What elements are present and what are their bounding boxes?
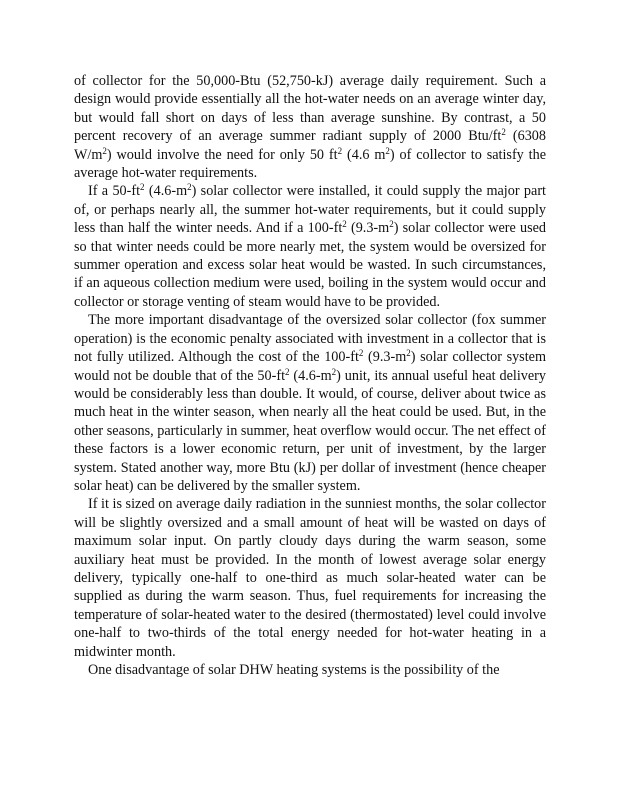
paragraph [74, 495, 546, 661]
text-run: ) would involve the need for only 50 ft [106, 146, 338, 163]
text-run: (4.6 m [342, 146, 386, 163]
text-run: (6308 W/m [74, 128, 546, 163]
superscript: 2 [501, 127, 506, 138]
text-run: ) unit, its annual useful heat delivery would be considerably less than double. It would, of course, deliver about twice as much heat in the winter season, when nearly all the heat could be used. But, in the other seasons, particularly in summer, heat overflow would occur. The net effect of these factors is a lower economic return, per unit of investment, by the larger system. Stated another way, more Btu (kJ) per dollar of investment (hence cheaper solar heat) can be delivered by the smaller system. [74, 367, 546, 494]
superscript: 2 [385, 145, 390, 156]
text-run: ) solar collector were used so that winter needs could be more nearly met, the system would be oversized for summer operation and excess solar heat would be wasted. In such circumstances, if an aqueous collection medium were used, boiling in the system would occur and collector or storage venting of steam would have to be provided. [74, 220, 546, 310]
text-run: If it is sized on average daily radiation in the sunniest months, the solar collector will be slightly oversized and a small amount of heat will be wasted on days of maximum solar input. On partly cloudy days during the warm season, some auxiliary heat must be provided. In the month of lowest average solar energy delivery, typically one-half to one-third as much solar-heated water can be supplied as during the warm season. Thus, fuel requirements for increasing the temperature of solar-heated water to the desired (thermostated) level could involve one-half to two-thirds of the total energy needed for hot-water heating in a midwinter month. [74, 496, 546, 660]
text-run: ) of collector to satisfy the average hot-water requirements. [74, 146, 547, 182]
text-run: ) solar collector system would not be double that of the 50-ft [74, 349, 546, 384]
paragraph [74, 661, 546, 679]
document-body [74, 72, 546, 679]
text-run: ) solar collector were installed, it could supply the major part of, or perhaps nearly all, the summer hot-water requirements, but it could supply less than half the winter needs. And if a 100-ft [74, 183, 546, 237]
superscript: 2 [187, 182, 192, 193]
superscript: 2 [342, 219, 347, 230]
superscript: 2 [102, 145, 107, 156]
paragraph [74, 182, 546, 311]
text-run: If a 50-ft [88, 183, 141, 200]
text-run: The more important disadvantage of the oversized solar collector (fox summer operation) is the economic penalty associated with investment in a collector that is not fully utilized. Although the cost of the 100-ft [74, 312, 546, 366]
superscript: 2 [358, 348, 364, 359]
superscript: 2 [337, 145, 343, 156]
superscript: 2 [331, 366, 337, 377]
text-run: One disadvantage of solar DHW heating systems is the possibility of the [88, 662, 500, 678]
paragraph [74, 72, 546, 182]
superscript: 2 [285, 366, 290, 377]
text-run: (9.3-m [363, 349, 407, 366]
text-run: (4.6-m [289, 367, 332, 384]
paragraph [74, 311, 546, 495]
superscript: 2 [406, 348, 411, 359]
text-run: (4.6-m [144, 183, 188, 200]
text-run: of collector for the 50,000-Btu (52,750-kJ) average daily requirement. Such a design would provide essentially all the hot-water needs on an average winter day, but would fall short on days of less than average sunshine. By contrast, a 50 percent recovery of an average summer radiant supply of 2000 Btu/ft [74, 73, 546, 145]
superscript: 2 [140, 182, 145, 193]
superscript: 2 [389, 219, 394, 230]
text-run: (9.3-m [346, 220, 390, 237]
